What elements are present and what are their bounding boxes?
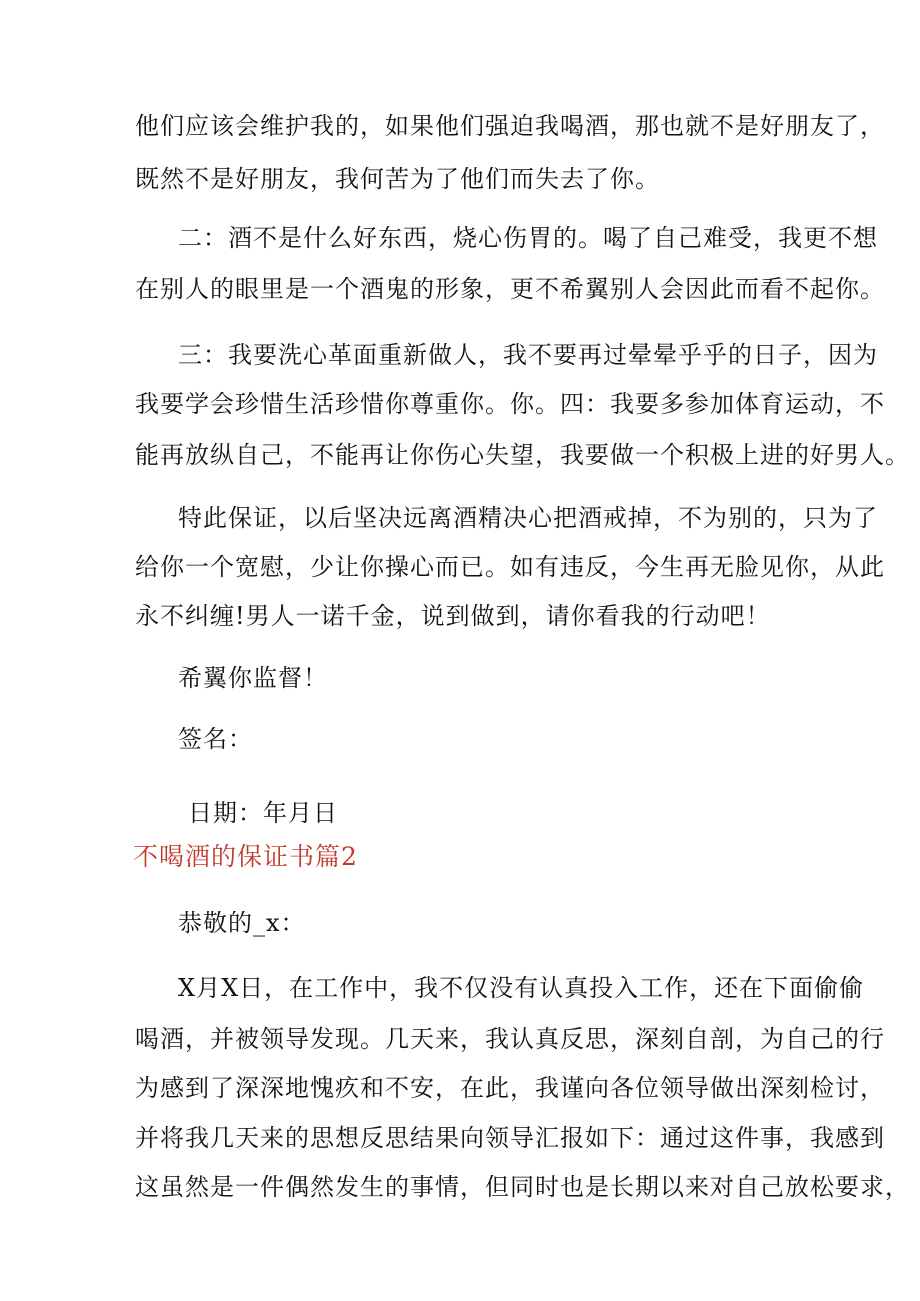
text-line: X月X日，在工作中，我不仅没有认真投入工作，还在下面偷偷: [178, 974, 865, 1002]
text-line: 永不纠缠!男人一诺千金，说到做到，请你看我的行动吧！: [135, 602, 771, 630]
supervise-text: 希翼你监督！: [178, 664, 328, 692]
salutation: 恭敬的_x：: [178, 909, 306, 937]
text-line: 他们应该会维护我的，如果他们强迫我喝酒，那也就不是好朋友了，: [135, 112, 885, 140]
text-line: 我要学会珍惜生活珍惜你尊重你。你。四：我要多参加体育运动，不: [135, 390, 885, 418]
text-line: 给你一个宽慰，少让你操心而已。如有违反，今生再无脸见你，从此: [135, 553, 885, 581]
text-line: 在别人的眼里是一个酒鬼的形象，更不希翼别人会因此而看不起你。: [135, 275, 885, 303]
text-line: 能再放纵自己，不能再让你伤心失望，我要做一个积极上进的好男人。: [135, 441, 910, 469]
text-line: 喝酒，并被领导发现。几天来，我认真反思，深刻自剖，为自己的行: [135, 1025, 885, 1053]
signature-label: 签名：: [178, 725, 253, 753]
text-line: 三：我要洗心革面重新做人，我不要再过晕晕乎乎的日子，因为: [178, 341, 878, 369]
text-line: 二：酒不是什么好东西，烧心伤胃的。喝了自己难受，我更不想: [178, 224, 878, 252]
text-line: 既然不是好朋友，我何苦为了他们而失去了你。: [135, 165, 660, 193]
section-title: 不喝酒的保证书篇2: [133, 842, 358, 871]
date-label: 日期：年月日: [188, 799, 338, 827]
text-line: 特此保证，以后坚决远离酒精决心把酒戒掉，不为别的，只为了: [178, 504, 878, 532]
text-line: 为感到了深深地愧疚和不安，在此，我谨向各位领导做出深刻检讨，: [135, 1074, 885, 1102]
text-line: 这虽然是一件偶然发生的事情，但同时也是长期以来对自己放松要求，: [135, 1173, 910, 1201]
text-line: 并将我几天来的思想反思结果向领导汇报如下：通过这件事，我感到: [135, 1124, 885, 1152]
